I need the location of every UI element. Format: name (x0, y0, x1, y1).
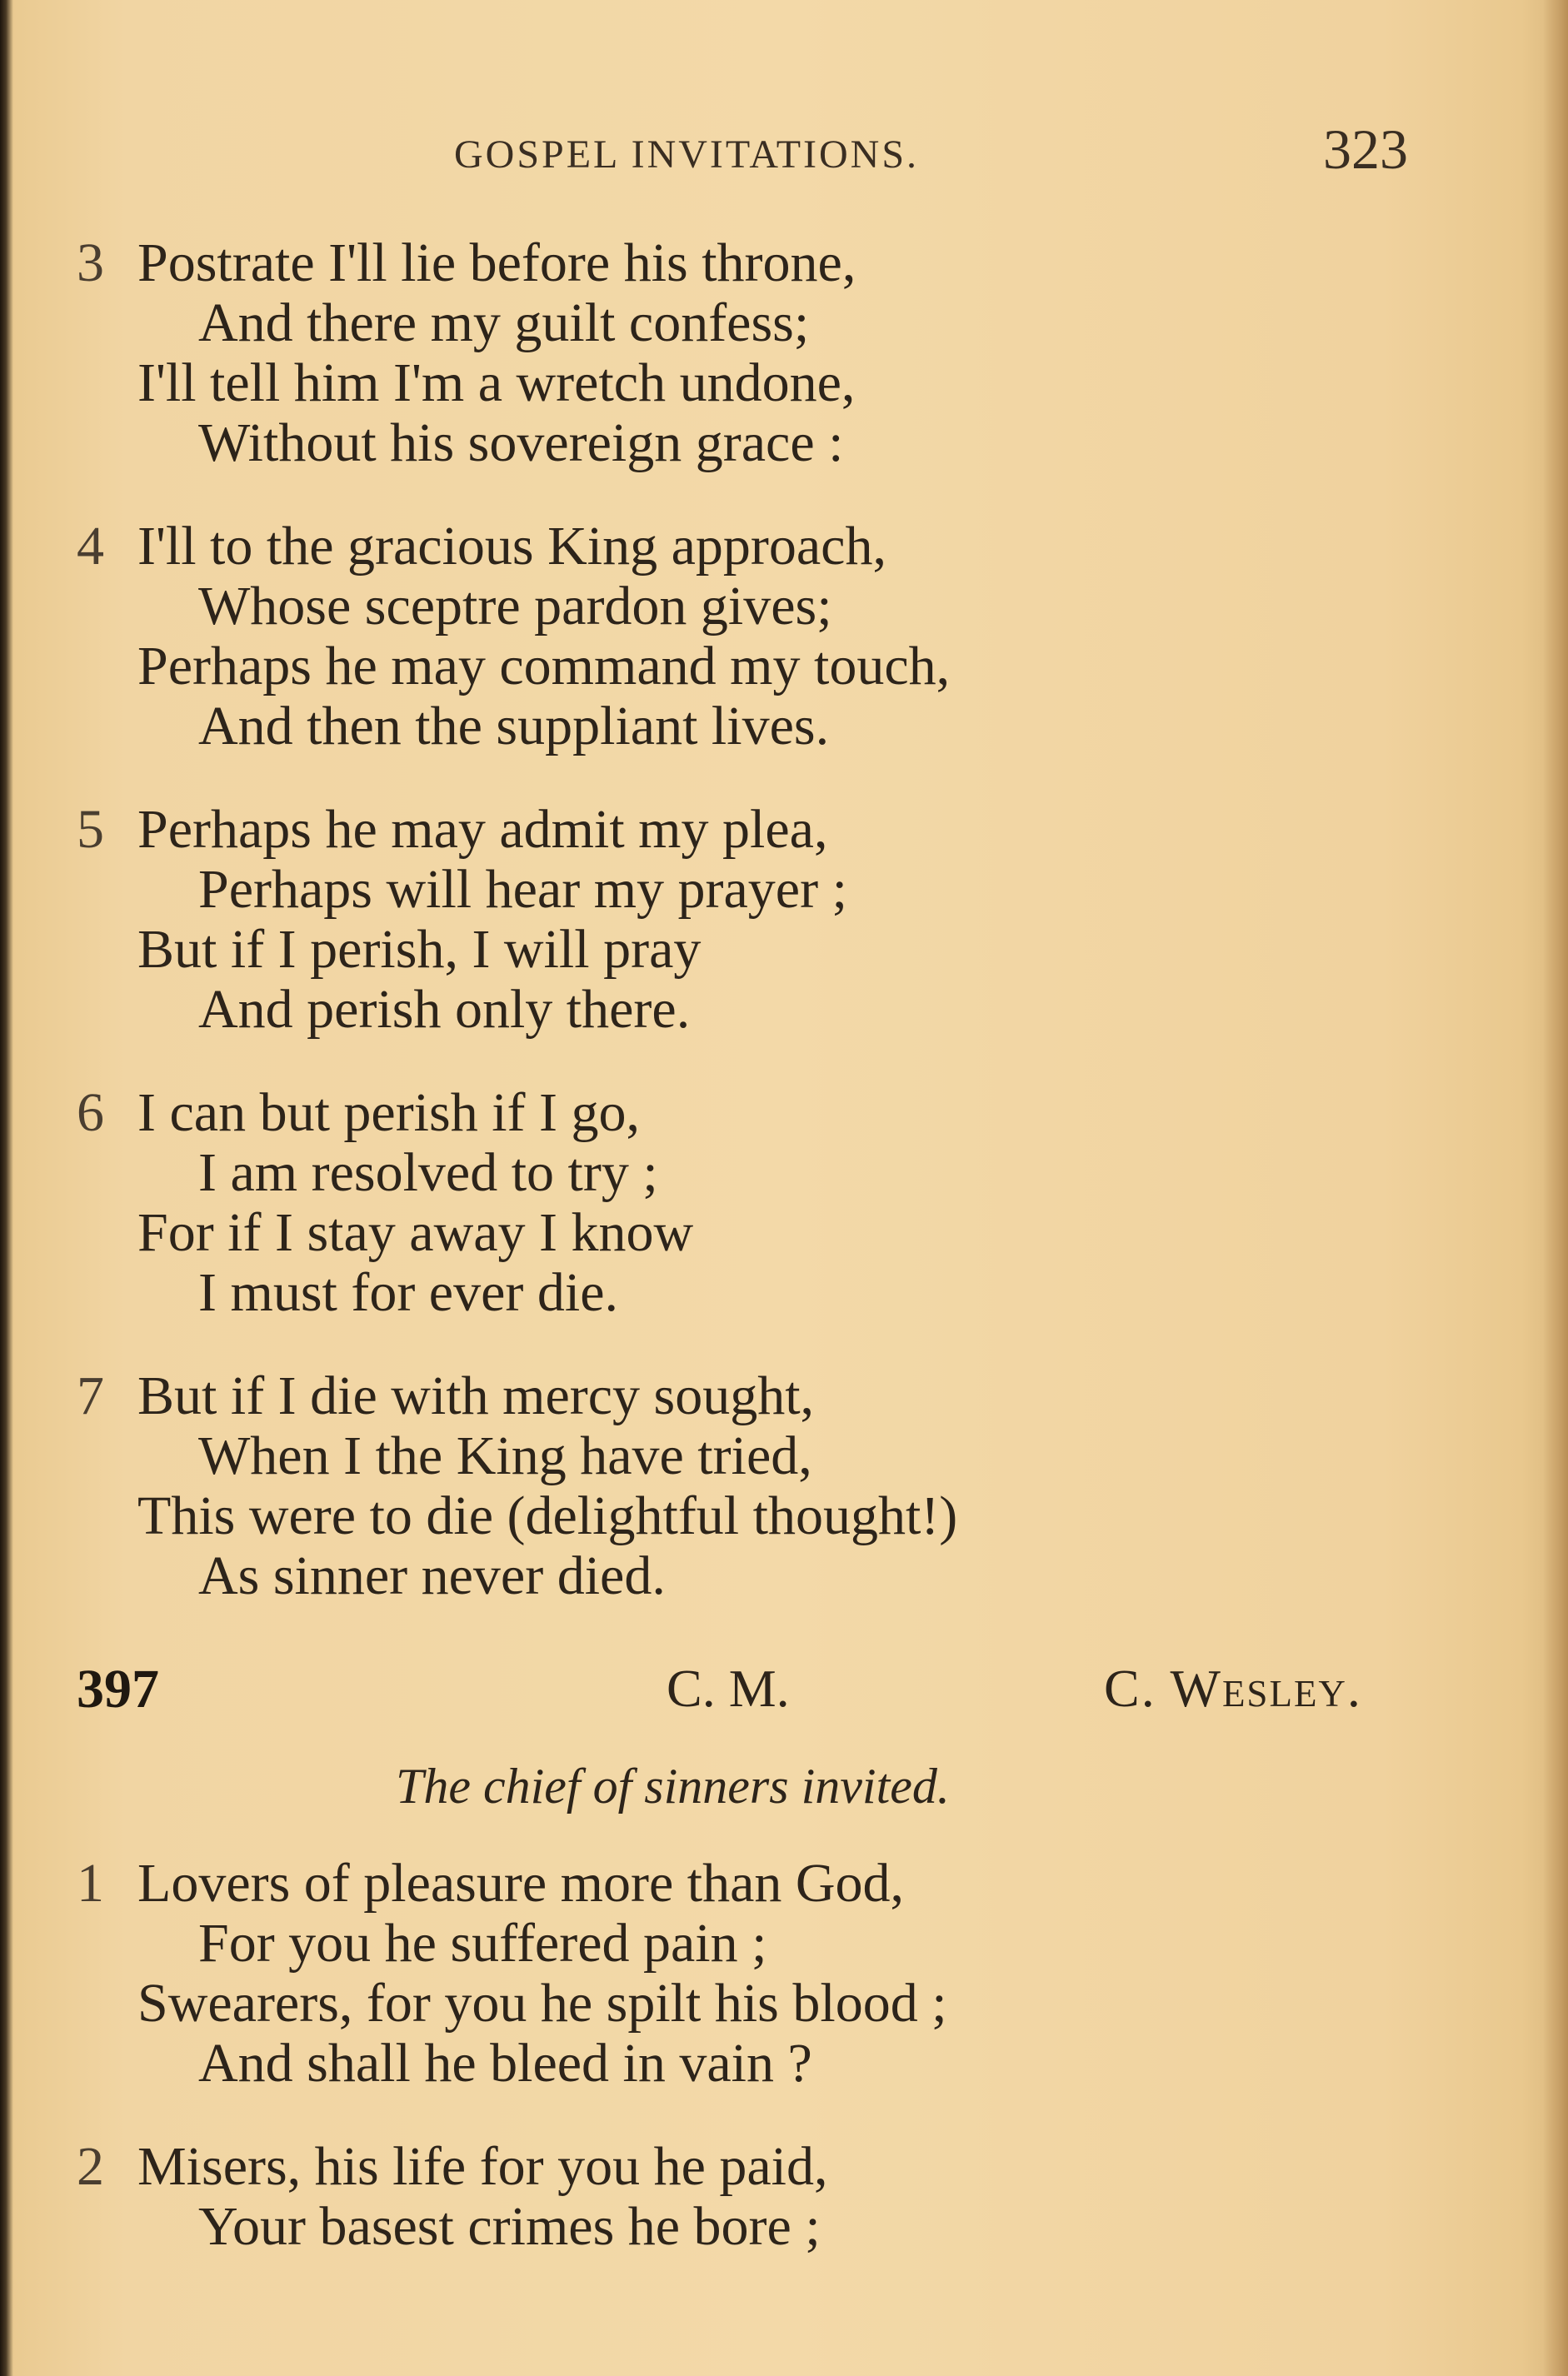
verse-line (0, 577, 1568, 636)
hymn-number: 397 (77, 1659, 159, 1720)
verse-line (0, 1914, 1568, 1974)
verse-line (0, 2137, 1568, 2197)
verse-line-text: I am resolved to try ; (198, 1142, 658, 1203)
verse-line-text: Perhaps he may admit my plea, (137, 799, 828, 860)
verse (0, 517, 1568, 756)
verse-line (0, 1486, 1568, 1546)
verse (0, 1854, 1568, 2094)
verse-line (0, 800, 1568, 860)
verse (0, 1366, 1568, 1606)
verse-line (0, 1263, 1568, 1323)
verse-line-text: I must for ever die. (198, 1262, 618, 1323)
verse (0, 800, 1568, 1040)
verse-number: 6 (77, 1082, 104, 1143)
verse-number: 4 (77, 516, 104, 577)
verse-line-text: And shall he bleed in vain ? (198, 2033, 812, 2094)
verse-line (0, 920, 1568, 980)
page-header (0, 117, 1568, 183)
verse-line (0, 293, 1568, 353)
verse-number: 3 (77, 232, 104, 293)
running-head: GOSPEL INVITATIONS. (454, 132, 920, 177)
hymn-heading (0, 1658, 1568, 1741)
verse-line-text: But if I perish, I will pray (137, 919, 702, 980)
verse-line-text: I can but perish if I go, (137, 1082, 640, 1143)
verse-line (0, 2034, 1568, 2094)
verse-line-text: Your basest crimes he bore ; (198, 2196, 821, 2257)
verse-line-text: As sinner never died. (198, 1545, 666, 1606)
verse-line (0, 696, 1568, 756)
verse-line (0, 980, 1568, 1040)
verse-line (0, 2197, 1568, 2257)
verse-line-text: And perish only there. (198, 979, 691, 1040)
verse-line-text: And there my guilt confess; (198, 292, 810, 353)
verse-line-text: Perhaps he may command my touch, (137, 636, 951, 696)
page-number: 323 (1323, 117, 1408, 181)
verse-line-text: For if I stay away I know (137, 1202, 694, 1263)
verse-line (0, 636, 1568, 696)
verse (0, 2137, 1568, 2257)
verse-line (0, 1854, 1568, 1914)
verse-line-text: Misers, his life for you he paid, (137, 2136, 828, 2197)
verse-line-text: But if I die with mercy sought, (137, 1365, 815, 1426)
verse-line-text: Without his sovereign grace : (198, 412, 844, 473)
hymn-verses (0, 1854, 1568, 2300)
verse-number: 5 (77, 799, 104, 860)
verse-line-text: Lovers of pleasure more than God, (137, 1853, 905, 1914)
verse-line (0, 1143, 1568, 1203)
verse-line-text: Whose sceptre pardon gives; (198, 576, 832, 636)
verse-number: 7 (77, 1365, 104, 1426)
verse-line (0, 860, 1568, 920)
verse-line (0, 1426, 1568, 1486)
verse-line (0, 353, 1568, 413)
verse-line-text: Postrate I'll lie before his throne, (137, 232, 856, 293)
verse-line-text: I'll tell him I'm a wretch undone, (137, 352, 856, 413)
hymn-continuation-verses (0, 233, 1568, 1650)
verse-line-text: And then the suppliant lives. (198, 696, 830, 756)
verse-number: 2 (77, 2136, 104, 2197)
verse-line (0, 1083, 1568, 1143)
verse-number: 1 (77, 1853, 104, 1914)
verse-line (0, 517, 1568, 577)
verse-line-text: For you he suffered pain ; (198, 1913, 767, 1974)
verse-line (0, 233, 1568, 293)
verse-line (0, 1366, 1568, 1426)
verse-line-text: Swearers, for you he spilt his blood ; (137, 1973, 947, 2034)
verse (0, 1083, 1568, 1323)
verse-line-text: This were to die (delightful thought!) (137, 1485, 958, 1546)
hymn-title: The chief of sinners invited. (396, 1759, 950, 1814)
verse-line-text: Perhaps will hear my prayer ; (198, 859, 847, 920)
verse-line (0, 1203, 1568, 1263)
verse-line (0, 1546, 1568, 1606)
verse-line-text: I'll to the gracious King approach, (137, 516, 886, 577)
verse-line (0, 1974, 1568, 2034)
verse-line (0, 413, 1568, 473)
verse (0, 233, 1568, 473)
hymn-author: C. Wesley. (1104, 1659, 1362, 1718)
verse-line-text: When I the King have tried, (198, 1425, 812, 1486)
hymn-meter: C. M. (667, 1659, 790, 1718)
